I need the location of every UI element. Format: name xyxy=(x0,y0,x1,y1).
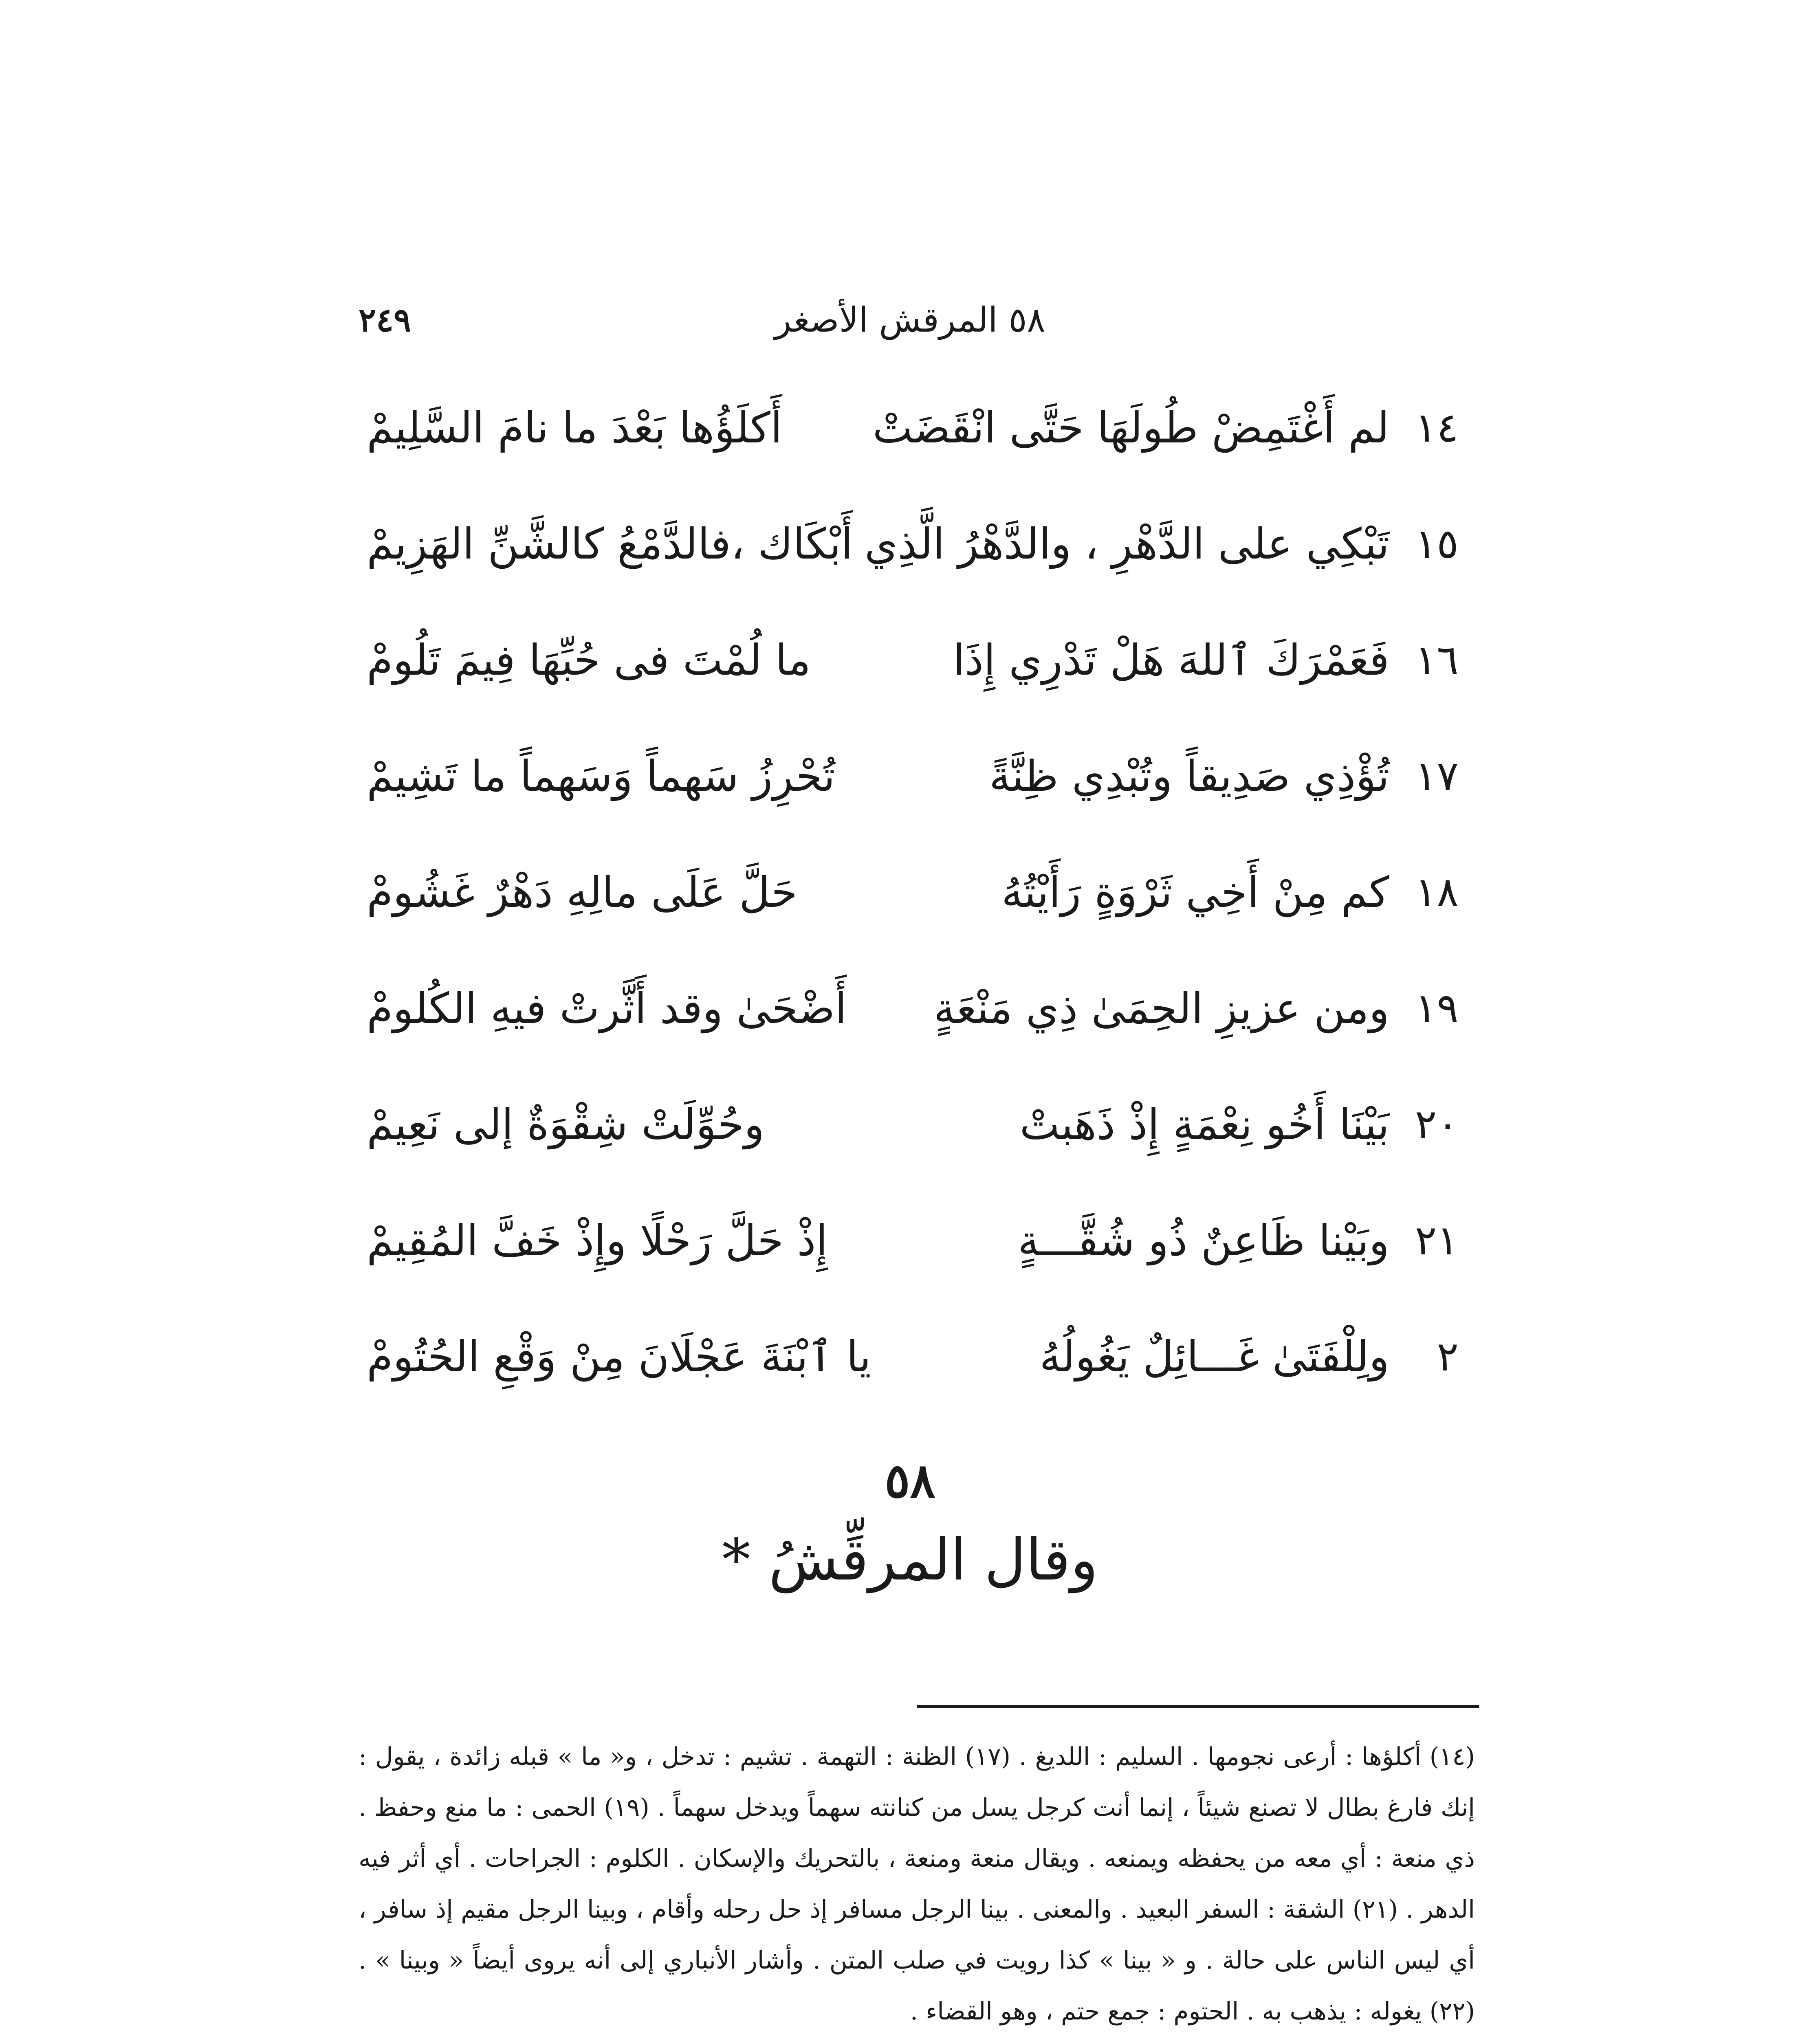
poem-verses xyxy=(367,387,1459,1432)
verse-line xyxy=(367,851,1459,968)
footnote-divider xyxy=(917,1705,1479,1708)
verse-second-hemistich: حَلَّ عَلَى مالِهِ دَهْرٌ غَشُومْ xyxy=(367,867,798,917)
page-number: ٢٤٩ xyxy=(359,301,411,339)
footnote-paragraph: (١٤) أكلؤها : أرعى نجومها . السليم : اللديغ . (١٧) الظنة : التهمة . تشيم : تدخل ، و« ما » قبله زائدة ، يقول : إنك فارغ بطال لا تصنع شيئاً ، إنما أنت كرجل يسل من كنانته سهماً ويدخل سهماً . (١٩) الحمى : ما منع وحفظ . ذي منعة : أي معه من يحفظه ويمنعه . ويقال منعة ومنعة ، بالتحريك والإسكان . الكلوم : الجراحات . أي أثر فيه الدهر . (٢١) الشقة : السفر البعيد . والمعنى . بينا الرجل مسافر إذ حل رحله وأقام ، وبينا الرجل مقيم إذ سافر ، أي ليس الناس على حالة . و « بينا » كذا رويت في صلب المتن . وأشار الأنباري إلى أنه يروى أيضاً « وبينا » . (٢٢) يغوله : يذهب به . الحتوم : جمع حتم ، وهو القضاء . xyxy=(359,1742,1475,2026)
section-title: وقال المرقِّشُ * xyxy=(722,1527,1098,1593)
verse-first-hemistich: بَيْنَا أَخُو نِعْمَةٍ إِذْ ذَهَبتْ xyxy=(1019,1100,1389,1149)
footnotes xyxy=(359,1731,1475,2037)
verse-number: ١٨ xyxy=(1415,868,1459,916)
verse-line xyxy=(367,503,1459,619)
verse-second-hemistich: وحُوِّلَتْ شِقْوَةٌ إلى نَعِيمْ xyxy=(367,1100,765,1149)
verse-number: ٢١ xyxy=(1415,1216,1459,1264)
verse-line xyxy=(367,968,1459,1084)
verse-number: ١٦ xyxy=(1415,636,1459,684)
verse-line xyxy=(367,387,1459,503)
verse-line xyxy=(367,619,1459,735)
verse-number: ١٧ xyxy=(1415,752,1459,800)
verse-second-hemistich: أَكلَؤُها بَعْدَ ما نامَ السَّلِيمْ xyxy=(367,403,782,453)
verse-number: ١٥ xyxy=(1415,520,1459,568)
verse-second-hemistich: إِذْ حَلَّ رَحْلًا وإِذْ خَفَّ المُقِيمْ xyxy=(367,1216,828,1265)
verse-first-hemistich: ولِلْفَتَىٰ غَـــائِلٌ يَغُولُهُ xyxy=(1039,1332,1389,1381)
header-title: ٥٨ المرقش الأصغر xyxy=(775,300,1045,340)
section-number: ٥٨ xyxy=(885,1453,935,1509)
verse-line xyxy=(367,1200,1459,1316)
verse-number: ٢ xyxy=(1437,1333,1459,1380)
verse-first-hemistich: كم مِنْ أَخِي ثَرْوَةٍ رَأَيْتُهُ xyxy=(1001,867,1389,917)
verse-first-hemistich: ومن عزيزِ الحِمَىٰ ذِي مَنْعَةٍ xyxy=(933,983,1389,1033)
verse-second-hemistich: ما لُمْتَ فى حُبِّهَا فِيمَ تَلُومْ xyxy=(367,635,811,685)
verse-line xyxy=(367,1084,1459,1200)
verse-first-hemistich: لم أَغْتَمِضْ طُولَهَا حَتَّى انْقَضَتْ xyxy=(872,403,1389,453)
running-header xyxy=(359,295,1461,344)
verse-line xyxy=(367,735,1459,851)
verse-line xyxy=(367,1316,1459,1432)
verse-second-hemistich: أَبْكَاك ،فالدَّمْعُ كالشَّنِّ الهَزِيمْ xyxy=(367,519,853,569)
verse-first-hemistich: وبَيْنا ظَاعِنٌ ذُو شُقَّـــةٍ xyxy=(1018,1216,1389,1265)
verse-number: ٢٠ xyxy=(1415,1100,1459,1148)
verse-second-hemistich: تُحْرِزُ سَهماً وَسَهماً ما تَشِيمْ xyxy=(367,751,835,801)
verse-first-hemistich: فَعَمْرَكَ ٱللهَ هَلْ تَدْرِي إِذَا xyxy=(953,635,1389,685)
verse-number: ١٤ xyxy=(1415,404,1459,451)
verse-number: ١٩ xyxy=(1415,984,1459,1032)
verse-second-hemistich: يا ٱبْنَةَ عَجْلَانَ مِنْ وَقْعِ الحُتُومْ xyxy=(367,1332,871,1381)
verse-first-hemistich: تَبْكِي على الدَّهْرِ ، والدَّهْرُ الَّذِي xyxy=(864,519,1389,569)
verse-second-hemistich: أَضْحَىٰ وقد أَثَّرتْ فيهِ الكُلومْ xyxy=(367,983,847,1033)
verse-first-hemistich: تُؤْذِي صَدِيقاً وتُبْدِي ظِنَّةً xyxy=(989,751,1389,801)
